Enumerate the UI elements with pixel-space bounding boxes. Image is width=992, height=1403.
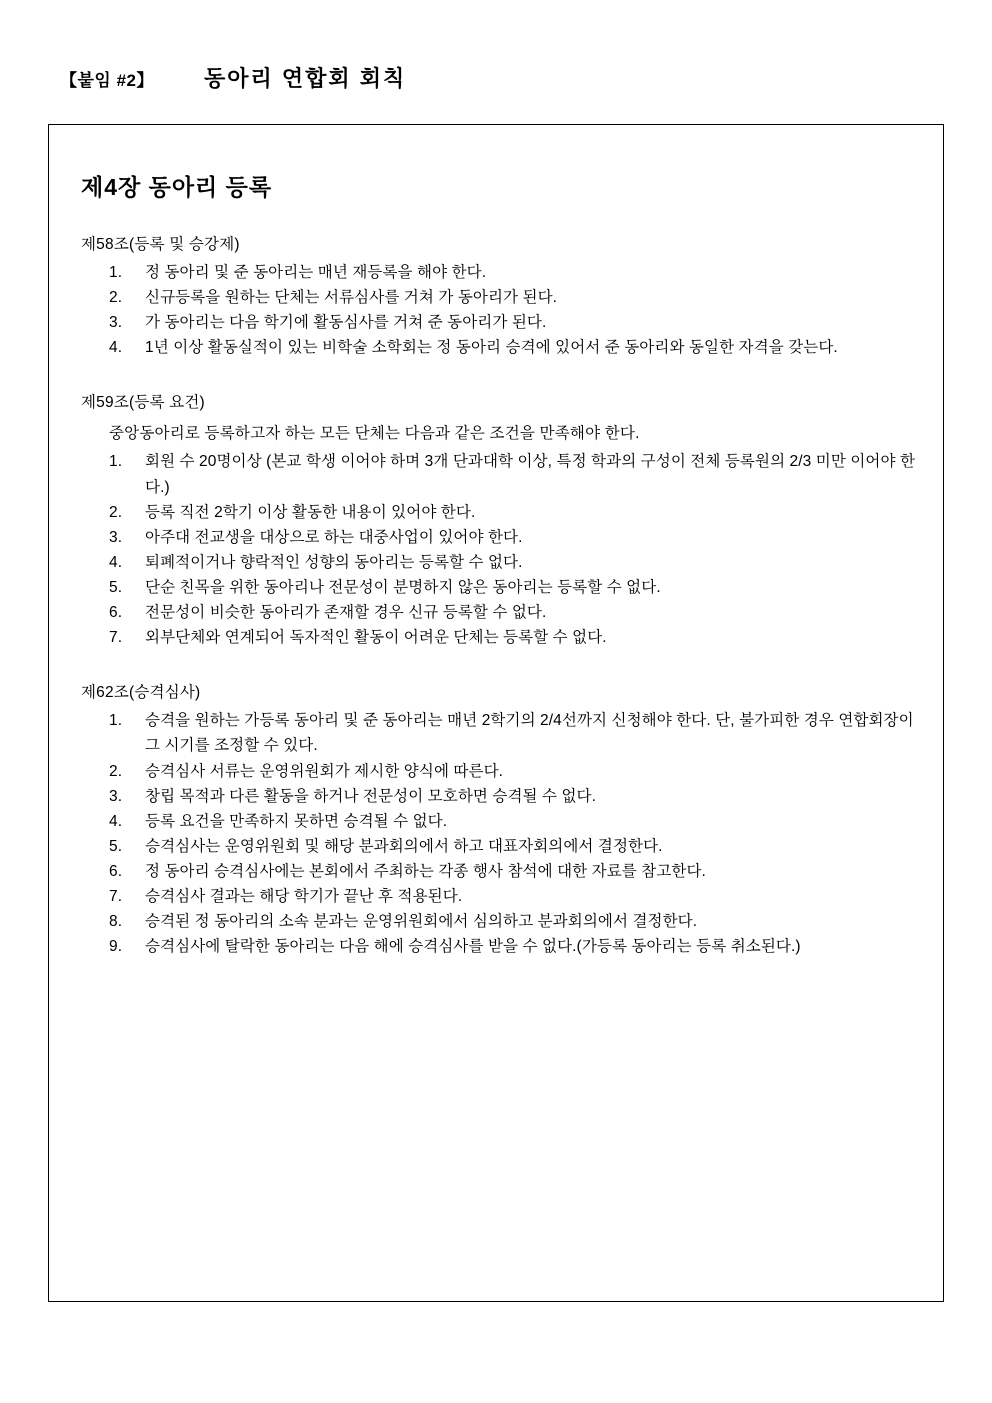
item-text: 신규등록을 원하는 단체는 서류심사를 거쳐 가 동아리가 된다. <box>145 289 558 307</box>
article-item <box>109 884 919 909</box>
item-number: 1. <box>109 453 123 471</box>
article <box>67 680 925 959</box>
item-text: 승격심사 결과는 해당 학기가 끝난 후 적용된다. <box>145 888 463 906</box>
article-item <box>109 809 919 834</box>
page-header <box>60 62 932 93</box>
article-item <box>109 310 919 335</box>
item-number: 7. <box>109 629 123 647</box>
article-lead-text: 중앙동아리로 등록하고자 하는 모든 단체는 다음과 같은 조건을 만족해야 한다. <box>109 425 640 443</box>
article-item <box>109 575 919 600</box>
article-item-list <box>67 449 925 650</box>
article-heading: 제59조(등록 요건) <box>81 394 205 412</box>
item-text: 1년 이상 활동실적이 있는 비학술 소학회는 정 동아리 승격에 있어서 준 동아리와 동일한 자격을 갖는다. <box>145 339 838 357</box>
article-heading: 제62조(승격심사) <box>81 684 201 702</box>
item-number: 3. <box>109 314 123 332</box>
item-text: 등록 요건을 만족하지 못하면 승격될 수 없다. <box>145 812 448 830</box>
article <box>67 390 925 650</box>
document-body-box <box>48 124 944 1302</box>
item-number: 3. <box>109 528 123 546</box>
item-text: 정 동아리 승격심사에는 본회에서 주최하는 각종 행사 참석에 대한 자료를 참고한다. <box>145 862 706 880</box>
article-item <box>109 449 919 499</box>
attachment-tag: 【붙임 #2】 <box>60 71 154 90</box>
article-item <box>109 859 919 884</box>
item-number: 3. <box>109 787 123 805</box>
article <box>67 232 925 360</box>
article-item <box>109 285 919 310</box>
article-item <box>109 625 919 650</box>
item-number: 1. <box>109 712 123 730</box>
item-number: 4. <box>109 339 123 357</box>
articles-container <box>67 232 925 959</box>
item-text: 정 동아리 및 준 동아리는 매년 재등록을 해야 한다. <box>145 264 487 281</box>
article-item <box>109 708 919 758</box>
item-text: 승격심사에 탈락한 동아리는 다음 해에 승격심사를 받을 수 없다.(가등록 동아리는 등록 취소된다.) <box>145 938 801 956</box>
item-number: 4. <box>109 553 123 571</box>
item-number: 6. <box>109 604 123 622</box>
article-item <box>109 335 919 360</box>
article-item <box>109 834 919 859</box>
article-item <box>109 909 919 934</box>
item-number: 5. <box>109 837 123 855</box>
item-number: 6. <box>109 862 123 880</box>
item-number: 4. <box>109 812 123 830</box>
item-number: 2. <box>109 289 123 307</box>
item-text: 퇴폐적이거나 향락적인 성향의 동아리는 등록할 수 없다. <box>145 553 523 571</box>
item-text: 단순 친목을 위한 동아리나 전문성이 분명하지 않은 동아리는 등록할 수 없다. <box>145 578 661 596</box>
item-text: 외부단체와 연계되어 독자적인 활동이 어려운 단체는 등록할 수 없다. <box>145 629 607 647</box>
article-item <box>109 525 919 550</box>
item-number: 2. <box>109 762 123 780</box>
item-text: 등록 직전 2학기 이상 활동한 내용이 있어야 한다. <box>145 503 476 521</box>
article-item <box>109 784 919 809</box>
item-text: 승격된 정 동아리의 소속 분과는 운영위원회에서 심의하고 분과회의에서 결정한다. <box>145 913 698 931</box>
article-item <box>109 500 919 525</box>
chapter-title: 제4장 동아리 등록 <box>81 174 273 200</box>
article-heading: 제58조(등록 및 승강제) <box>81 236 240 253</box>
article-item <box>109 260 919 285</box>
item-number: 1. <box>109 264 123 281</box>
item-text: 회원 수 20명이상 (본교 학생 이어야 하며 3개 단과대학 이상, 특정 학과의 구성이 전체 등록원의 2/3 미만 이어야 한다.) <box>145 453 916 496</box>
item-text: 승격심사 서류는 운영위원회가 제시한 양식에 따른다. <box>145 762 504 780</box>
item-text: 전문성이 비슷한 동아리가 존재할 경우 신규 등록할 수 없다. <box>145 604 547 622</box>
article-item <box>109 759 919 784</box>
item-text: 창립 목적과 다른 활동을 하거나 전문성이 모호하면 승격될 수 없다. <box>145 787 597 805</box>
item-text: 승격을 원하는 가등록 동아리 및 준 동아리는 매년 2학기의 2/4선까지 신청해야 한다. 단, 불가피한 경우 연합회장이 그 시기를 조정할 수 있다. <box>145 712 914 755</box>
item-number: 7. <box>109 888 123 906</box>
item-text: 승격심사는 운영위원회 및 해당 분과회의에서 하고 대표자회의에서 결정한다. <box>145 837 663 855</box>
article-item <box>109 934 919 959</box>
page-title: 동아리 연합회 회칙 <box>203 66 407 91</box>
item-number: 2. <box>109 503 123 521</box>
item-text: 아주대 전교생을 대상으로 하는 대중사업이 있어야 한다. <box>145 528 523 546</box>
article-item-list <box>67 260 925 360</box>
article-item <box>109 600 919 625</box>
article-item <box>109 550 919 575</box>
article-item-list <box>67 708 925 959</box>
item-number: 9. <box>109 938 123 956</box>
item-number: 5. <box>109 578 123 596</box>
item-text: 가 동아리는 다음 학기에 활동심사를 거쳐 준 동아리가 된다. <box>145 314 547 332</box>
item-number: 8. <box>109 913 123 931</box>
